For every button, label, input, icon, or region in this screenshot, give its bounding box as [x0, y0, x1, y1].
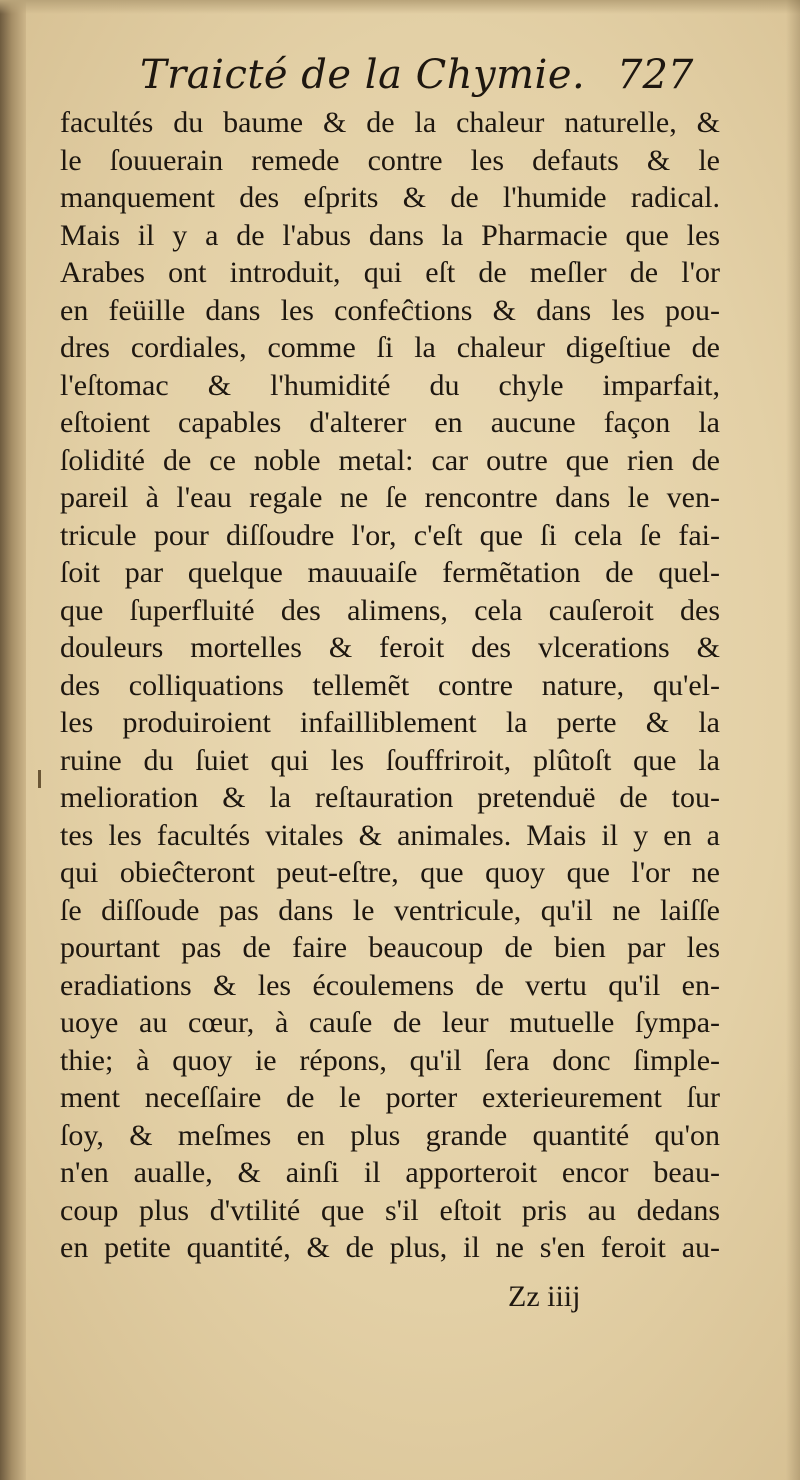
- text-line: ſolidité de ce noble metal: car outre que rien de: [60, 443, 720, 477]
- text-line: ſoy, & meſmes en plus grande quantité qu'on: [60, 1118, 720, 1152]
- running-title: Traicté de la Chymie.: [140, 52, 586, 98]
- page-top-edge: [0, 0, 800, 14]
- text-line: qui obieĉteront peut-eſtre, que quoy que l'or ne: [60, 856, 720, 889]
- text-line: uoye au cœur, à cauſe de leur mutuelle ſympa-: [60, 1006, 720, 1039]
- text-line: coup plus d'vtilité que s'il eſtoit pris au dedans: [60, 1193, 720, 1227]
- text-line: ruine du ſuiet qui les ſouffriroit, plûtoſt que la: [60, 743, 720, 777]
- text-line: des colliquations tellemẽt contre nature, qu'el-: [60, 668, 720, 702]
- text-line: ſoit par quelque mauuaiſe fermẽtation de quel-: [60, 556, 720, 589]
- text-line: douleurs mortelles & feroit des vlcerations &: [60, 631, 720, 664]
- text-line: le ſouuerain remede contre les defauts & le: [60, 143, 720, 177]
- text-line: manquement des eſprits & de l'humide radical.: [60, 181, 720, 214]
- text-line: en feüille dans les confeĉtions & dans les pou-: [60, 293, 720, 327]
- text-line: thie; à quoy ie répons, qu'il ſera donc ſimple-: [60, 1043, 720, 1077]
- text-line: en petite quantité, & de plus, il ne s'en feroit au-: [60, 1231, 720, 1264]
- text-line: pourtant pas de faire beaucoup de bien par les: [60, 931, 720, 964]
- text-line: tes les facultés vitales & animales. Mais il y en a: [60, 818, 720, 852]
- text-line: facultés du baume & de la chaleur naturelle, &: [60, 106, 720, 139]
- text-line: Arabes ont introduit, qui eſt de meſler de l'or: [60, 256, 720, 289]
- text-line: ſe diſſoude pas dans le ventricule, qu'il ne laiſſe: [60, 893, 720, 927]
- text-line: eſtoient capables d'alterer en aucune façon la: [60, 406, 720, 439]
- text-line: melioration & la reſtauration pretenduë de tou-: [60, 781, 720, 814]
- body-text: [60, 104, 720, 1267]
- page-right-edge: [786, 0, 800, 1480]
- text-line: que ſuperfluité des alimens, cela cauſeroit des: [60, 593, 720, 627]
- text-line: l'eſtomac & l'humidité du chyle imparfait,: [60, 368, 720, 402]
- text-line: Mais il y a de l'abus dans la Pharmacie que les: [60, 218, 720, 252]
- page-number: 727: [617, 52, 694, 98]
- text-line: tricule pour diſſoudre l'or, c'eſt que ſi cela ſe fai-: [60, 518, 720, 552]
- text-line: n'en aualle, & ainſi il apporteroit encor beau-: [60, 1156, 720, 1189]
- text-line: eradiations & les écoulemens de vertu qu'il en-: [60, 968, 720, 1002]
- margin-mark: [38, 770, 41, 788]
- text-line: dres cordiales, comme ſi la chaleur digeſtiue de: [60, 331, 720, 364]
- page-binding-gutter: [0, 0, 26, 1480]
- page-header: [140, 52, 700, 102]
- signature-mark: Zz iiij: [508, 1280, 581, 1313]
- text-line: les produiroient infailliblement la perte & la: [60, 706, 720, 739]
- text-line: pareil à l'eau regale ne ſe rencontre dans le ven-: [60, 481, 720, 514]
- text-line: ment neceſſaire de le porter exterieurement ſur: [60, 1081, 720, 1114]
